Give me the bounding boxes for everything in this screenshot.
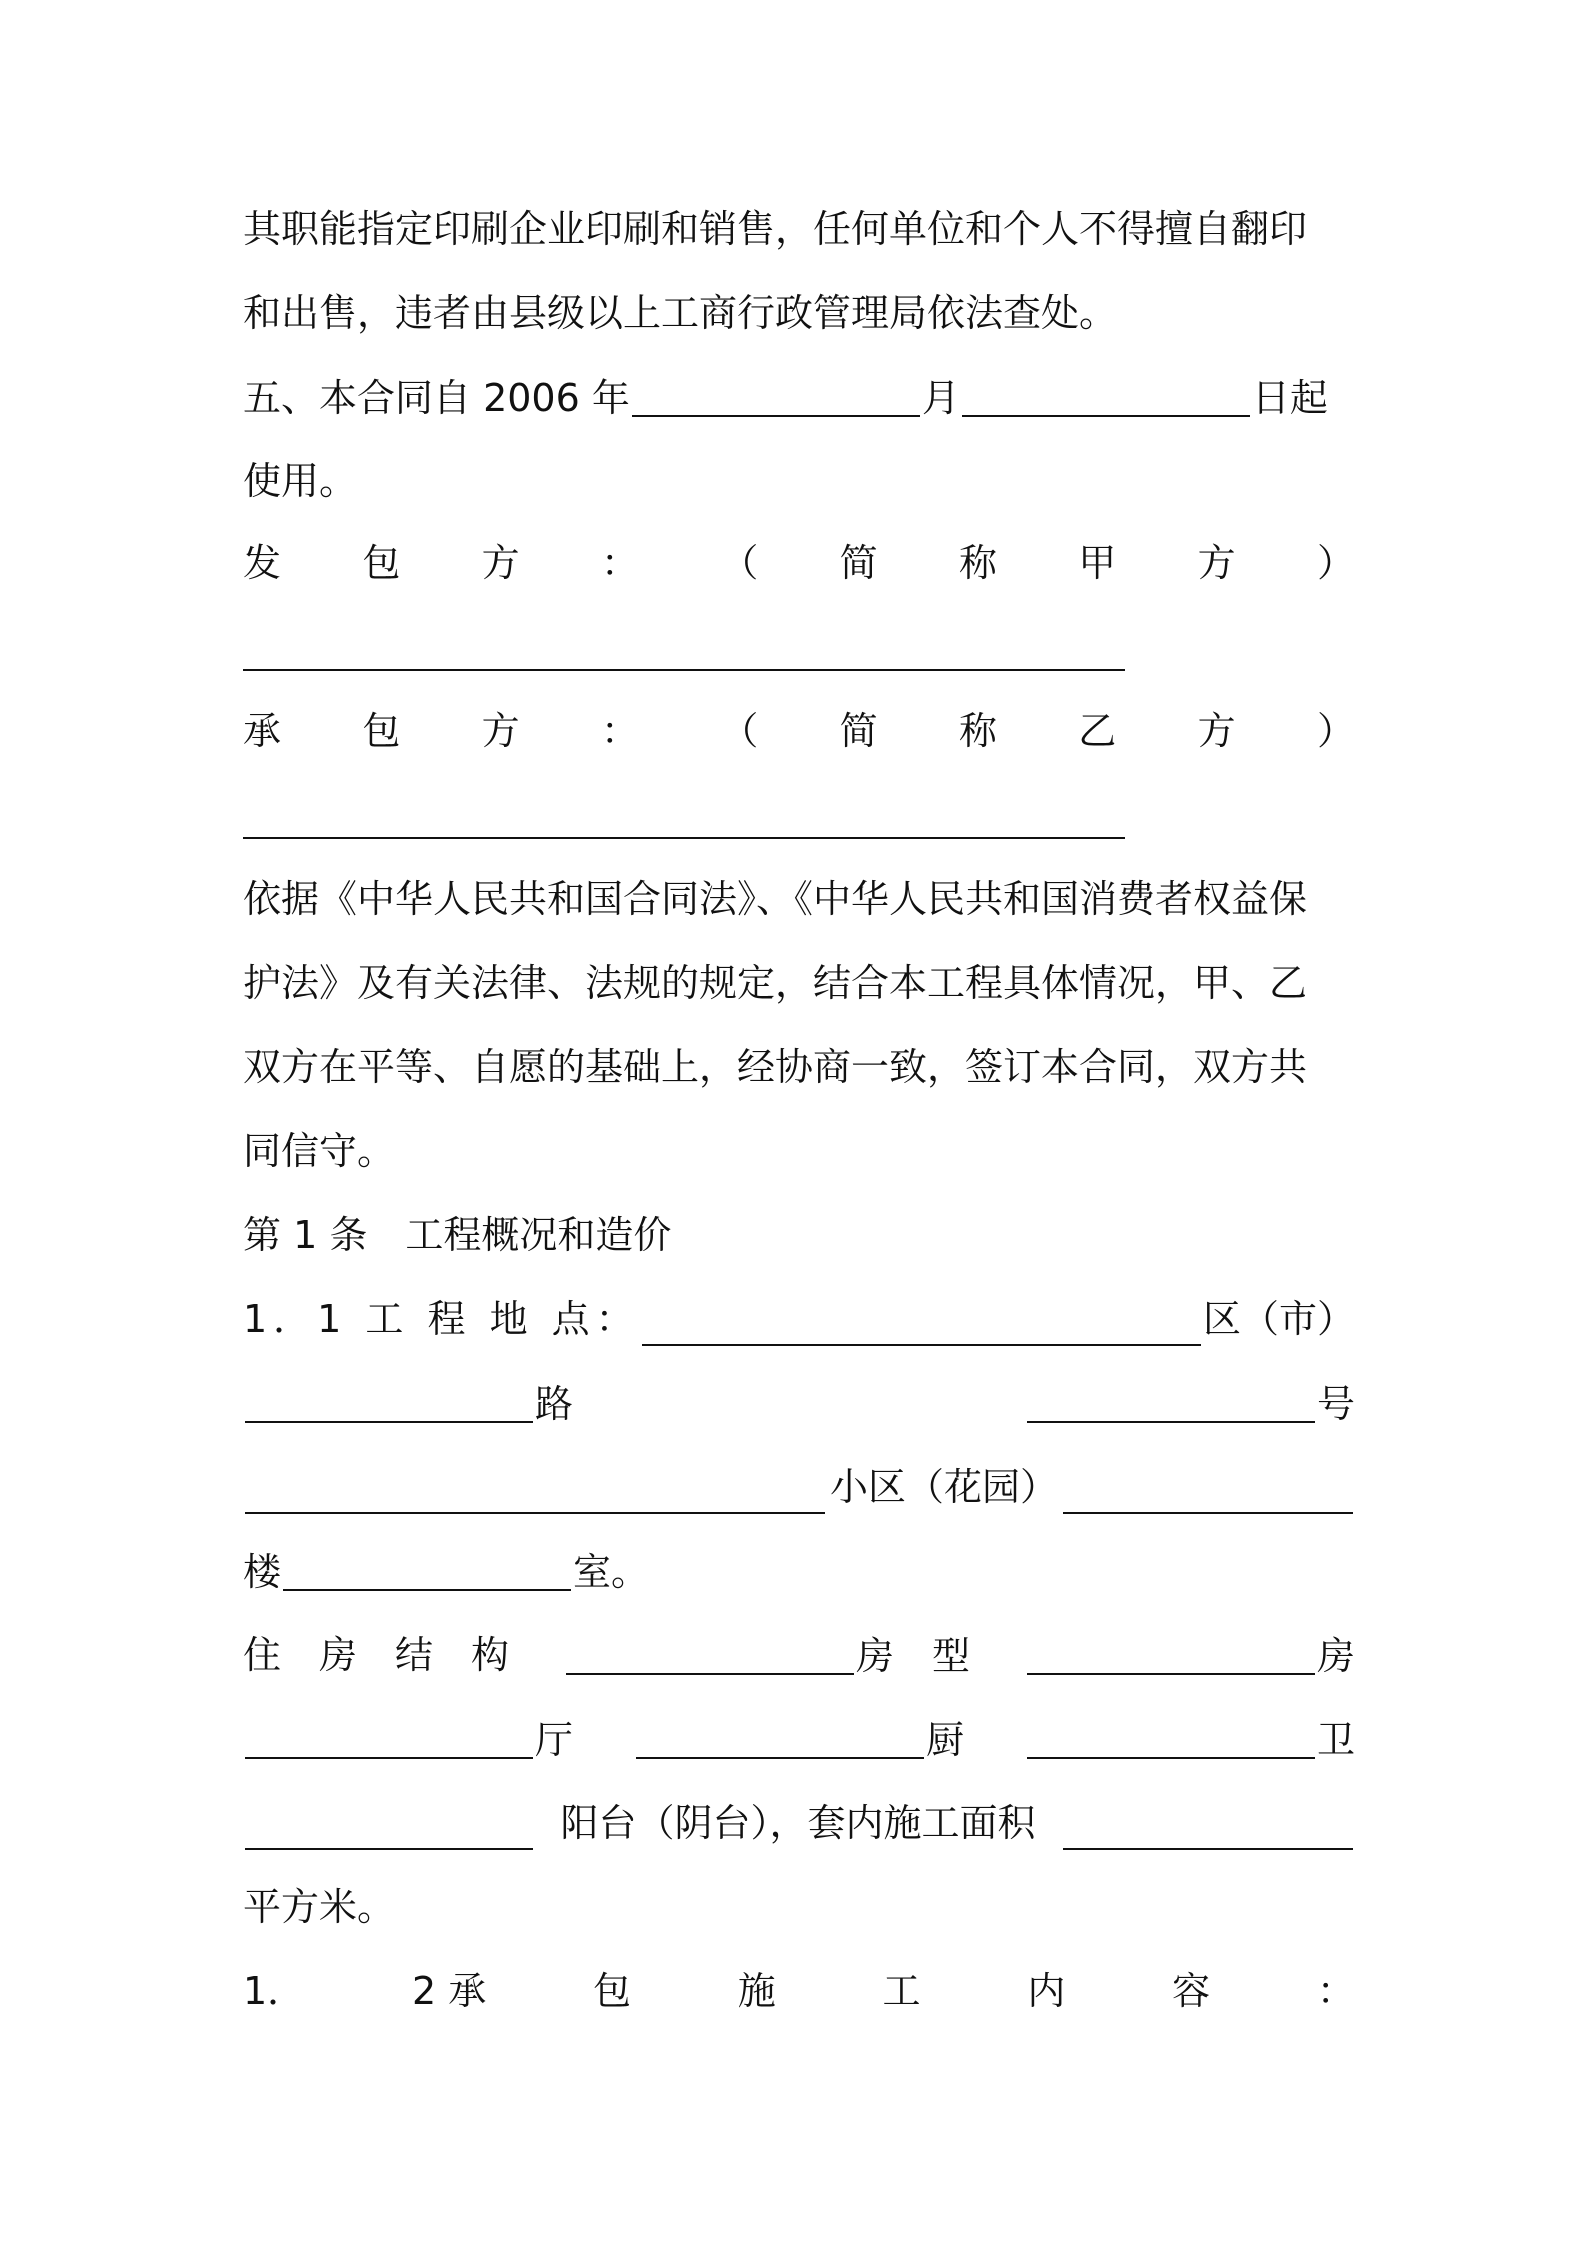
scope-char: 工 bbox=[882, 1969, 921, 2013]
project-location-label: 1．1 工 程 地 点： bbox=[243, 1297, 640, 1341]
area-unit-line: 平方米。 bbox=[243, 1885, 396, 1929]
road-label: 路 bbox=[535, 1381, 574, 1426]
building-blank bbox=[1063, 1472, 1353, 1514]
party-b-char: 简 bbox=[839, 709, 878, 753]
party-b-label-line bbox=[243, 703, 1355, 759]
party-b-char: 承 bbox=[243, 709, 282, 753]
house-type-label: 房 型 bbox=[855, 1633, 970, 1678]
party-a-char: ） bbox=[1316, 541, 1355, 585]
paragraph-line-2: 和出售，违者由县级以上工商行政管理局依法查处。 bbox=[243, 291, 1118, 335]
scope-char: 内 bbox=[1027, 1969, 1066, 2013]
party-a-char: ： bbox=[600, 541, 639, 585]
party-a-char: 简 bbox=[839, 541, 878, 585]
road-blank bbox=[245, 1381, 533, 1423]
scope-char: 1． bbox=[243, 1969, 306, 2013]
structure-label: 住 房 结 构 bbox=[243, 1633, 510, 1677]
party-a-blank-line bbox=[243, 669, 1125, 671]
party-b-char: 方 bbox=[481, 709, 520, 753]
party-a-char: 称 bbox=[958, 541, 997, 585]
scope-char: ： bbox=[1316, 1969, 1355, 2013]
scope-char: 容 bbox=[1172, 1969, 1211, 2013]
party-a-char: 方 bbox=[1197, 541, 1236, 585]
building-room-line bbox=[243, 1543, 1355, 1599]
month-blank bbox=[632, 375, 920, 417]
paragraph-line-10: 护法》及有关法律、法规的规定，结合本工程具体情况，甲、乙 bbox=[243, 961, 1308, 1005]
building-label: 楼 bbox=[243, 1550, 282, 1594]
district-blank bbox=[642, 1304, 1201, 1346]
bath-label: 卫 bbox=[1316, 1717, 1355, 1762]
party-a-char: 包 bbox=[362, 541, 401, 585]
party-b-char: 乙 bbox=[1078, 709, 1117, 753]
paragraph-line-12: 同信守。 bbox=[243, 1129, 396, 1173]
project-location-line bbox=[243, 1291, 1355, 1347]
paragraph-line-9: 依据《中华人民共和国合同法》、《中华人民共和国消费者权益保 bbox=[243, 877, 1308, 921]
party-a-char: 方 bbox=[481, 541, 520, 585]
party-a-char: （ bbox=[720, 541, 759, 585]
scope-char: 2 承 bbox=[411, 1969, 487, 2013]
hall-label: 厅 bbox=[535, 1717, 574, 1762]
number-blank bbox=[1027, 1381, 1315, 1423]
bath-blank bbox=[1027, 1717, 1315, 1759]
housing-structure-line bbox=[243, 1627, 1355, 1683]
party-a-char: 发 bbox=[243, 541, 282, 585]
area-blank bbox=[1063, 1808, 1353, 1850]
room-blank bbox=[283, 1549, 571, 1591]
month-label: 月 bbox=[921, 376, 960, 420]
structure-blank bbox=[566, 1633, 854, 1675]
hall-kitchen-bath-line bbox=[243, 1711, 1355, 1767]
scope-char: 包 bbox=[592, 1969, 631, 2013]
rooms-blank bbox=[1027, 1633, 1315, 1675]
balcony-area-label: 阳台（阴台），套内施工面积 bbox=[560, 1801, 1036, 1845]
party-b-char: 包 bbox=[362, 709, 401, 753]
community-blank bbox=[245, 1472, 825, 1514]
party-a-char: 甲 bbox=[1078, 541, 1117, 585]
balcony-area-line bbox=[243, 1795, 1355, 1851]
balcony-blank bbox=[245, 1808, 533, 1850]
party-b-char: ： bbox=[600, 709, 639, 753]
kitchen-label: 厨 bbox=[925, 1717, 964, 1762]
road-number-line bbox=[243, 1375, 1355, 1431]
room-label: 室。 bbox=[573, 1550, 650, 1594]
community-label: 小区（花园） bbox=[829, 1465, 1058, 1509]
scope-char: 施 bbox=[737, 1969, 776, 2013]
community-line bbox=[243, 1459, 1355, 1515]
day-label: 日起 bbox=[1251, 376, 1328, 420]
district-label: 区（市） bbox=[1202, 1297, 1355, 1341]
day-blank bbox=[962, 375, 1250, 417]
party-a-label-line bbox=[243, 535, 1355, 591]
paragraph-line-4: 使用。 bbox=[243, 459, 358, 503]
paragraph-line-1: 其职能指定印刷企业印刷和销售，任何单位和个人不得擅自翻印 bbox=[243, 207, 1308, 251]
party-b-char: 方 bbox=[1197, 709, 1236, 753]
start-date-label: 五、本合同自 2006 年 bbox=[243, 376, 630, 420]
article-1-heading: 第 1 条 工程概况和造价 bbox=[243, 1213, 672, 1257]
party-b-char: ） bbox=[1316, 709, 1355, 753]
contract-start-date-line bbox=[243, 369, 1355, 425]
kitchen-blank bbox=[636, 1717, 924, 1759]
rooms-label: 房 bbox=[1316, 1633, 1355, 1678]
paragraph-line-11: 双方在平等、自愿的基础上，经协商一致，签订本合同，双方共 bbox=[243, 1045, 1308, 1089]
number-label: 号 bbox=[1316, 1381, 1355, 1426]
contract-scope-line bbox=[243, 1963, 1355, 2019]
party-b-blank-line bbox=[243, 837, 1125, 839]
party-b-char: 称 bbox=[958, 709, 997, 753]
party-b-char: （ bbox=[720, 709, 759, 753]
hall-blank bbox=[245, 1717, 533, 1759]
